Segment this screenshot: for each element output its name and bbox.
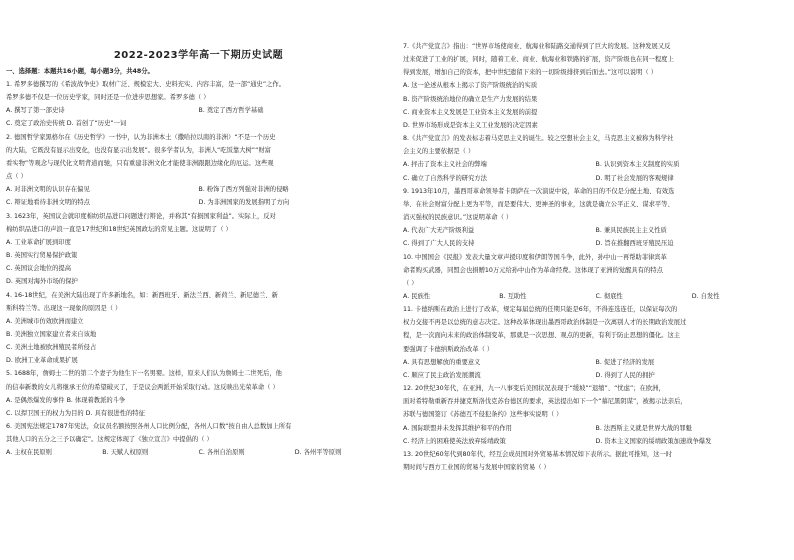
question-line: 1. 希罗多德撰写的《希波战争史》取材广泛、规模宏大、史料充实、内容丰富，是一部“通史”之作。 [6, 81, 286, 88]
option-b[interactable]: B. 法西斯主义就是世界大战的罪魁 [595, 424, 692, 432]
option-a[interactable]: A. 美洲城市仿效欧洲而建立 [6, 317, 84, 325]
option-d[interactable]: D. 各州平等原则 [294, 449, 342, 457]
option-a[interactable]: A. 主权在民原则 [6, 449, 52, 457]
question-6 [6, 420, 391, 459]
option-row [403, 422, 788, 435]
question-13 [403, 448, 788, 474]
option-a[interactable]: A. 这一论述从根本上揭示了资产阶级统治的实质 [403, 82, 538, 90]
question-7 [403, 40, 788, 132]
option-a[interactable]: A. 国际联盟并未发挥其维护和平的作用 [403, 424, 512, 432]
option-row [403, 369, 788, 382]
question-line: 12. 20世纪30年代，在亚洲，九一八事变后美国状况表现于“缓坡”“退缩”、“忧虑”；在欧洲， [403, 385, 665, 393]
option-b[interactable]: B. 粉饰了西方列强对非洲的侵略 [198, 186, 289, 194]
question-line: 消灭强权的民族意识。”这说明革命（ ） [403, 214, 513, 222]
question-5 [6, 367, 391, 420]
question-line: 10. 中国国会《民报》发表大量文章声援印度和伊朗等国斗争，此外，孙中山一再帮助菲律宾革 [403, 253, 667, 261]
option-c[interactable]: C. 得到了广大人民的支持 [403, 240, 475, 248]
option-row [6, 446, 391, 459]
option-row [403, 435, 788, 448]
option-d[interactable]: D. 明了社会发展的客观规律 [595, 174, 674, 182]
question-line: 过来促进了工业的扩展，同时，随着工业、商业、航海业和铁路的扩展，资产阶级也在同一程度上 [403, 56, 674, 64]
question-line: 举、在社会财富分配上更为平等，而是要伟大、更神圣的事业，这就是确立公平正义、谋求平等、 [403, 200, 674, 208]
option-row [403, 290, 788, 303]
question-line: 5. 1688年，詹姆士二世的第二个妻子为他生下一名男婴。这样，原来人们认为詹姆士二世死后，他 [6, 370, 282, 378]
option-d[interactable]: D. 旨在推翻西班牙殖民压迫 [595, 240, 674, 248]
section-heading: 一、选择题：本题共16小题，每小题3分，共48分。 [6, 68, 154, 75]
question-line: 6. 美国宪法规定1787年宪法，众议员名额按照各州人口比例分配，各州人口数“按自由人总数加上所有 [6, 423, 292, 431]
option-c[interactable]: C. 顺应了民主政治发展潮流 [403, 371, 481, 379]
option-b[interactable]: B. 英国实行贸易保护政策 [6, 252, 78, 260]
question-line: 棉纺织品进口的声浪一直是17世纪和18世纪英国政坛的常见主题。这说明了（ ） [6, 225, 232, 233]
option-d[interactable]: D. 英国对海外市场的保护 [6, 278, 78, 286]
option-row [403, 158, 788, 171]
question-line: 会主义的主要依据是（ ） [403, 148, 475, 156]
option-b[interactable]: B. 互助性 [499, 292, 527, 300]
option-a[interactable]: A. 民族性 [403, 292, 431, 300]
question-line: 7.《共产党宣言》指出：“世界市场使商业、航海业和陆路交通得到了巨大的发展。这种发展又反 [403, 43, 671, 50]
option-c[interactable]: C. 商业资本主义发展是工业资本主义发展的前提 [403, 108, 538, 116]
question-10 [403, 251, 788, 304]
option-b[interactable]: B. 美洲独立国家建立者来自该地 [6, 330, 97, 338]
option-d[interactable]: D. 资本主义国家的绥靖政策加速战争爆发 [595, 437, 712, 445]
option-a[interactable]: A. 工业革命扩展到印度 [6, 238, 71, 246]
question-4 [6, 289, 391, 368]
question-line: 8.《共产党宣言》的发表标志着马克思主义的诞生。较之空想社会主义，马克思主义被称为科学社 [403, 135, 674, 143]
option-row [6, 183, 391, 196]
question-line: 命者购买武器，同盟会也捐赠10万元给孙中山作为革命经费。这体现了亚洲的觉醒具有的特点 [403, 266, 663, 274]
option-a[interactable]: A. 撰写了第一部史诗 [6, 107, 65, 115]
question-line: 的信奉新教的女儿将继承王位的希望破灭了，于是议会两派开始采取行动。这反映出光荣革命（ ） [6, 383, 279, 391]
question-line: 看实物”等观念与现代化文明背道而驰，只有重建非洲文化才能使非洲跟跟边缘化的厄运。这些观 [6, 159, 274, 167]
question-2 [6, 131, 391, 210]
question-line: 点（ ） [6, 173, 27, 181]
option-row [6, 196, 391, 209]
option-d[interactable]: D. 为非洲国家的发展指明了方向 [198, 199, 290, 207]
question-line: 得到发展，增加自己的资本，把中世纪遗留下来的一切阶级排挤到后面去。”这可以说明（ ） [403, 69, 657, 77]
option-row [403, 224, 788, 237]
question-line: 面对希特勒重新吞并捷克斯洛伐克苏台德区的要求，英法提出如下一个“慕尼黑阴谋”，被揭示法亲后， [403, 398, 687, 406]
question-line: 权力交接不再是以总统的意志决定。这种改革体现出墨西哥政治体制是一次离别人才的长期政治发展过 [403, 319, 687, 327]
option-row [6, 104, 391, 117]
right-column [403, 0, 788, 474]
question-line: 的大陆，它既没有显示出变化，也没有显示出发展”。很多学者认为，非洲人“吃饭靠大树”“财富 [6, 146, 271, 154]
option-b[interactable]: B. 奠定了西方哲学基础 [198, 107, 264, 115]
question-1 [6, 78, 391, 131]
option-a[interactable]: A. 具有思想解放的重要意义 [403, 358, 481, 366]
question-3 [6, 210, 391, 289]
question-line: 苏联与德国签订《苏德互不侵犯条约》这些事实说明（ ） [403, 411, 563, 419]
exam-title: 2022-2023学年高一下期历史试题 [113, 50, 284, 61]
option-c[interactable]: C. 辩证地看待非洲文明的特点 [6, 199, 90, 207]
option-a[interactable]: A. 代表广大无产阶级利益 [403, 227, 475, 235]
option-c[interactable]: C. 各州自治原则 [198, 449, 245, 457]
option-c[interactable]: C. 彻底性 [595, 292, 623, 300]
question-line: 斯科特兰等。出现这一现象的原因是（ ） [6, 304, 122, 312]
option-b[interactable]: B. 兼具民族民主主义性质 [595, 227, 667, 235]
option-row [403, 237, 788, 250]
option-b[interactable]: B. 资产阶级统治地位的确立是生产力发展的结果 [403, 95, 538, 103]
option-c[interactable]: C. 经济上的困难使英法放弃绥靖政策 [403, 437, 506, 445]
question-line: 程，是一次面向未来的政治体制变革，那就是一次思想、观点的更新，有利于防止思想的僵化。这主 [403, 332, 681, 340]
option-c[interactable]: C. 英国议会地位的提高 [6, 265, 72, 273]
option-row [403, 172, 788, 185]
question-line: 2. 德国哲学家黑格尔在《历史哲学》一书中，认为非洲本土（撒哈拉以南的非洲）“不是一个历史 [6, 133, 276, 141]
question-line: 4. 16-18世纪，在美洲大陆出现了许多新地名，如：新西班牙、新法兰西、新荷兰、新尼德兰、新 [6, 291, 278, 299]
option-d[interactable]: D. 自发性 [691, 292, 720, 300]
option-a-b[interactable]: A. 是偶然爆发的事件 B. 体现着教派的斗争 [6, 396, 126, 404]
option-c[interactable]: C. 确立了自然科学的研究方法 [403, 174, 487, 182]
question-line: 11. 卡德纳斯在政治上进行了改革，规定每届总统的任期只能是6年，不得连选连任，以保证每次的 [403, 306, 678, 314]
option-d[interactable]: D. 世界市场形成是资本主义工业发展的决定因素 [403, 121, 538, 129]
question-12 [403, 382, 788, 448]
option-c-d[interactable]: C. 以捍卫国王的权力为目的 D. 具有很进性的特征 [6, 409, 145, 417]
option-b[interactable]: B. 天赋人权原则 [102, 449, 149, 457]
question-line: （ ） [403, 279, 418, 287]
option-b[interactable]: B. 认识到资本主义制度的实质 [595, 161, 680, 169]
question-line: 要强调了卡德纳斯政治改革（ ） [403, 345, 494, 353]
question-8 [403, 132, 788, 185]
question-line: 希罗多德不仅是一位历史学家，同时还是一位进步思想家。希罗多德（ ） [6, 94, 210, 102]
option-row [403, 356, 788, 369]
question-11 [403, 303, 788, 382]
question-line: 3. 1623年，英国议会就印度棉纺织品进口问题进行辩论，并称其“有损国家利益”。实际上，反对 [6, 212, 276, 220]
option-a[interactable]: A. 对非洲文明的认识存在偏见 [6, 186, 90, 194]
option-a[interactable]: A. 抨击了资本主义社会的弊端 [403, 161, 487, 169]
question-line: 期时间与西方工业国的贸易与发展中国家的贸易（ ） [403, 464, 550, 471]
option-c[interactable]: C. 美洲土地被欧洲殖民者所侵占 [6, 344, 97, 352]
left-column [6, 0, 391, 460]
question-line: 其他人口的五分之三予以确定”。这规定体现了《独立宣言》中提倡的（ ） [6, 436, 213, 444]
option-c-d[interactable]: C. 奠定了政治史传统 D. 首创了“历史”一词 [6, 120, 127, 128]
question-9 [403, 185, 788, 251]
question-line: 9. 1913年10月，墨西哥革命领导者卡朗萨在一次演说中说，革命的目的不仅是分配土地、有效选 [403, 187, 675, 195]
option-d[interactable]: D. 得到了人民的拥护 [595, 371, 655, 379]
option-b[interactable]: B. 促进了经济的发展 [595, 358, 655, 366]
option-d[interactable]: D. 欧洲工业革命成果扩展 [6, 357, 78, 365]
question-line: 13. 20世纪60年代到80年代，经互会成员国对外贸易基本情况如下表所示。据此可推知，这一时 [403, 450, 673, 458]
